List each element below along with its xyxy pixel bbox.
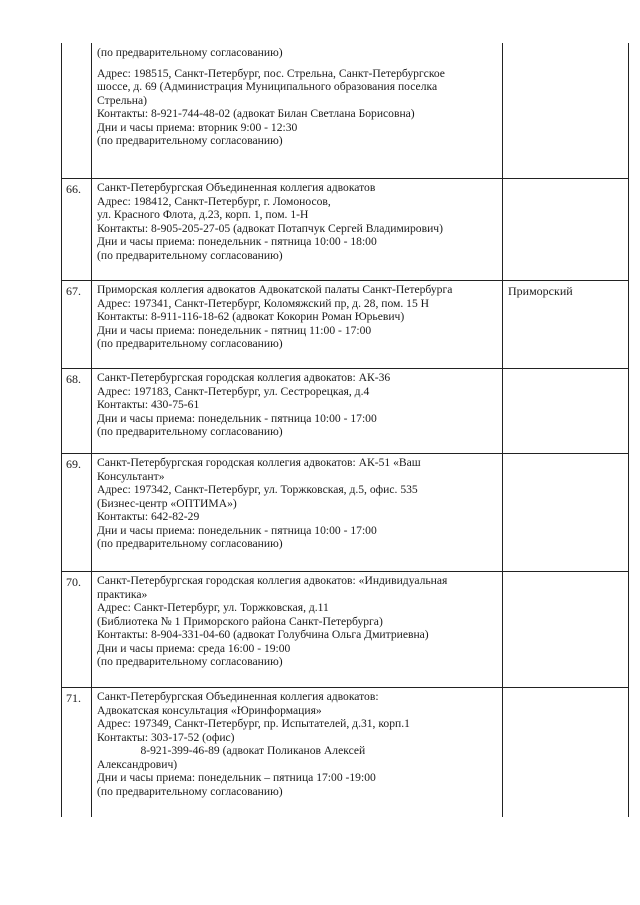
detail-line: Дни и часы приема: понедельник - пятниц 11:00 - 17:00	[97, 323, 372, 337]
row-number: 67.	[66, 284, 81, 298]
detail-line: Консультант»	[97, 469, 165, 483]
detail-line: Контакты: 8-911-116-18-62 (адвокат Кокорин Роман Юрьевич)	[97, 310, 405, 323]
detail-line: Дни и часы приема: среда 16:00 - 19:00	[97, 641, 291, 655]
detail-line: Адрес: Санкт-Петербург, ул. Торжковская, д.11	[97, 601, 329, 614]
detail-line: Александрович)	[97, 757, 178, 771]
detail-line: Контакты: 8-904-331-04-60 (адвокат Голубчина Ольга Дмитриевна)	[97, 628, 429, 641]
office-details	[97, 456, 502, 551]
row-number: 71.	[66, 691, 81, 705]
detail-line: (по предварительному согласованию)	[97, 425, 283, 438]
detail-line: (по предварительному согласованию)	[97, 134, 283, 147]
office-details	[97, 283, 502, 351]
detail-line: Адрес: 197349, Санкт-Петербург, пр. Испытателей, д.31, корп.1	[97, 717, 410, 730]
detail-line: (по предварительному согласованию)	[97, 337, 283, 350]
detail-line: Контакты: 8-905-205-27-05 (адвокат Потапчук Сергей Владимирович)	[97, 221, 443, 235]
detail-line: шоссе, д. 69 (Администрация Муниципального образования поселка	[97, 80, 438, 93]
detail-line: (по предварительному согласованию)	[97, 537, 283, 550]
table-row	[62, 453, 628, 572]
detail-line: Дни и часы приема: понедельник – пятница 17:00 -19:00	[97, 771, 376, 784]
row-number: 69.	[66, 457, 81, 471]
district-name: Приморский	[508, 284, 573, 298]
detail-line: Адрес: 197342, Санкт-Петербург, ул. Торжковская, д.5, офис. 535	[97, 483, 418, 496]
detail-line: Дни и часы приема: понедельник - пятница 10:00 - 17:00	[97, 523, 377, 537]
lawyer-offices-table	[61, 43, 629, 817]
office-details	[97, 181, 502, 262]
office-details	[97, 574, 502, 669]
detail-line: Контакты: 8-921-744-48-02 (адвокат Билан Светлана Борисовна)	[97, 107, 415, 120]
table-row	[62, 178, 628, 281]
office-details	[97, 371, 502, 439]
detail-line: 8-921-399-46-89 (адвокат Поликанов Алексей	[97, 744, 366, 757]
detail-line: (по предварительному согласованию)	[97, 46, 283, 59]
detail-line: Санкт-Петербургская городская коллегия адвокатов: АК-36	[97, 371, 391, 384]
detail-line: Дни и часы приема: вторник 9:00 - 12:30	[97, 120, 298, 134]
detail-line: ул. Красного Флота, д.23, корп. 1, пом. 1-Н	[97, 208, 309, 221]
detail-line: Адрес: 198412, Санкт-Петербург, г. Ломоносов,	[97, 194, 331, 208]
detail-line: Санкт-Петербургская городская коллегия адвокатов: АК-51 «Ваш	[97, 456, 421, 469]
spacer	[97, 60, 502, 67]
detail-line: практика»	[97, 587, 148, 601]
row-number: 68.	[66, 372, 81, 386]
detail-line: Санкт-Петербургская Объединенная коллегия адвокатов	[97, 181, 376, 194]
detail-line: Адрес: 198515, Санкт-Петербург, пос. Стрельна, Санкт-Петербургское	[97, 66, 445, 80]
detail-line: Санкт-Петербургская городская коллегия адвокатов: «Индивидуальная	[97, 574, 448, 587]
detail-line: Приморская коллегия адвокатов Адвокатской палаты Санкт-Петербурга	[97, 283, 453, 296]
detail-line: Адрес: 197341, Санкт-Петербург, Коломяжский пр, д. 28, пом. 15 Н	[97, 296, 430, 310]
table-row	[62, 687, 628, 817]
row-number: 66.	[66, 182, 81, 196]
table-row	[62, 43, 628, 179]
detail-line: (по предварительному согласованию)	[97, 784, 283, 798]
detail-line: Санкт-Петербургская Объединенная коллегия адвокатов:	[97, 690, 379, 703]
detail-line: Дни и часы приема: понедельник - пятница 10:00 - 17:00	[97, 411, 377, 425]
detail-line: Контакты: 303-17-52 (офис)	[97, 730, 235, 744]
detail-line: (по предварительному согласованию)	[97, 655, 283, 668]
detail-line: (по предварительному согласованию)	[97, 248, 283, 262]
detail-line: Дни и часы приема: понедельник - пятница 10:00 - 18:00	[97, 235, 377, 248]
table-row	[62, 368, 628, 454]
detail-line: Адвокатская консультация «Юринформация»	[97, 703, 322, 717]
table-row	[62, 571, 628, 688]
detail-line: Стрельна)	[97, 93, 148, 107]
row-number: 70.	[66, 575, 81, 589]
detail-line: (Библиотека № 1 Приморского района Санкт-Петербурга)	[97, 614, 383, 628]
detail-line: (Бизнес-центр «ОПТИМА»)	[97, 496, 237, 510]
detail-line: Контакты: 430-75-61	[97, 398, 200, 411]
detail-line: Адрес: 197183, Санкт-Петербург, ул. Сестрорецкая, д.4	[97, 384, 370, 398]
office-details	[97, 46, 502, 148]
table-row	[62, 280, 628, 369]
office-details	[97, 690, 502, 798]
detail-line: Контакты: 642-82-29	[97, 510, 200, 523]
